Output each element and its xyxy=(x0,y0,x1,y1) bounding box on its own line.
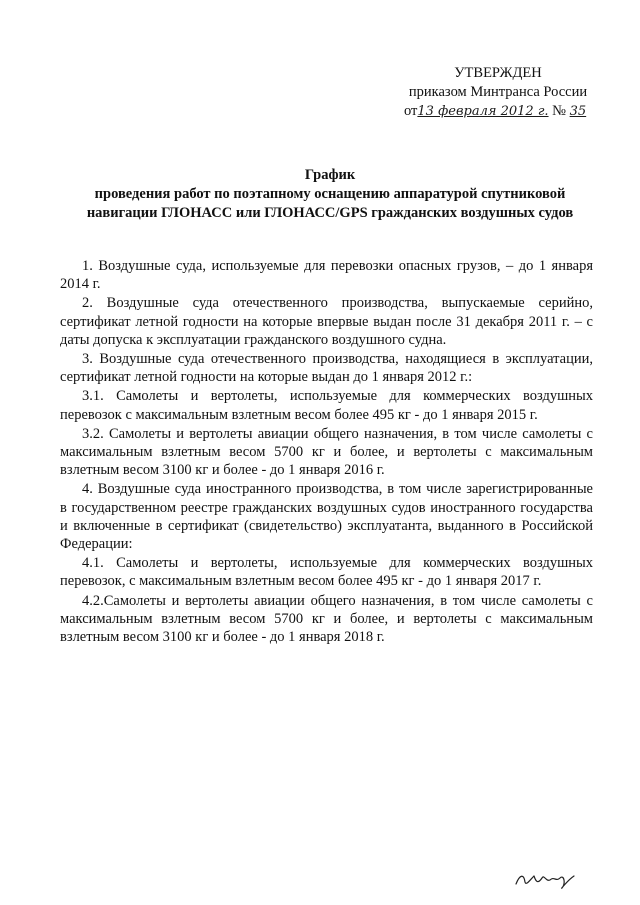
item-1: 1. Воздушные суда, используемые для перевозки опасных грузов, – до 1 января 2014 г. xyxy=(60,258,593,293)
date-prefix: от xyxy=(404,103,418,119)
document-body xyxy=(60,257,593,647)
handwritten-date: 13 февраля 2012 г. xyxy=(417,104,549,119)
item-3: 3. Воздушные суда отечественного производства, находящиеся в эксплуатации, сертификат летной годности на которые выдан до 1 января 2012 г.: xyxy=(60,351,593,386)
item-4: 4. Воздушные суда иностранного производства, в том числе зарегистрированные в государственном реестре гражданских воздушных судов иностранного государства и включенные в сертификат (свидетельство) эксплуатанта, выданного в Российской Федерации: xyxy=(60,481,593,553)
approval-by: приказом Минтранса России xyxy=(408,84,588,100)
document-title xyxy=(40,166,620,223)
approval-status: УТВЕРЖДЕН xyxy=(454,65,542,81)
item-3-2: 3.2. Самолеты и вертолеты авиации общего назначения, в том числе самолеты с максимальным взлетным весом 5700 кг и более, и вертолеты с максимальным взлетным весом 3100 кг и более - до 1 января 2016 г. xyxy=(60,425,593,479)
item-4-2: 4.2.Самолеты и вертолеты авиации общего назначения, в том числе самолеты с максимальным взлетным весом 5700 кг и более, и вертолеты с максимальным взлетным весом 3100 кг и более - до 1 января 2018 г. xyxy=(60,592,593,646)
item-2: 2. Воздушные суда отечественного производства, выпускаемые серийно, сертификат летной годности на которые впервые выдан после 31 декабря 2011 г. – с даты допуска к эксплуатации гражданского воздушного судна. xyxy=(60,295,593,348)
approval-date-line xyxy=(398,102,598,121)
approval-block xyxy=(398,64,598,121)
item-3-1: 3.1. Самолеты и вертолеты, используемые для коммерческих воздушных перевозок с максимальным взлетным весом более 495 кг - до 1 января 2015 г. xyxy=(60,388,593,423)
title-line-2: проведения работ по поэтапному оснащению аппаратурой спутниковой xyxy=(94,186,566,202)
number-prefix: № xyxy=(552,103,566,119)
item-4-1: 4.1. Самолеты и вертолеты, используемые для коммерческих воздушных перевозок, с максимальным взлетным весом более 495 кг - до 1 января 2017 г. xyxy=(60,555,593,590)
title-line-1: График xyxy=(304,167,356,183)
handwritten-initials xyxy=(512,868,582,890)
handwritten-number: 35 xyxy=(569,104,587,119)
title-line-3: навигации ГЛОНАСС или ГЛОНАСС/GPS гражданских воздушных судов xyxy=(86,205,574,221)
